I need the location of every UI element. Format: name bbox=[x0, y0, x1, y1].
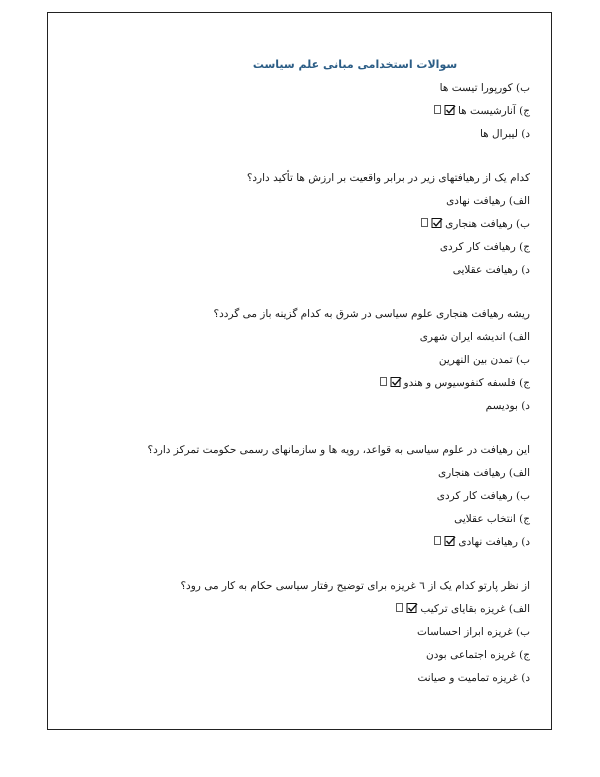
option-line bbox=[60, 123, 530, 146]
option-text: ب) رهیافت کار کردی bbox=[436, 489, 530, 502]
option-line bbox=[60, 326, 530, 349]
option-text: الف) اندیشه ایران شهری bbox=[419, 331, 530, 344]
option-line bbox=[60, 236, 530, 259]
question-text: کدام یک از رهیافتهای زیر در برابر واقعیت بر ارزش ها تأکید دارد؟ bbox=[246, 172, 530, 185]
question-block bbox=[60, 303, 530, 417]
option-text: د) بودیسم bbox=[485, 399, 530, 412]
option-text: ج) فلسفه کنفوسیوس و هندو bbox=[403, 376, 530, 389]
option-line bbox=[60, 259, 530, 282]
question-text: این رهیافت در علوم سیاسی به قواعد، رویه ها و سازمانهای رسمی حکومت تمرکز دارد؟ bbox=[147, 444, 530, 457]
option-text: ج) انتخاب عقلایی bbox=[454, 512, 530, 525]
option-line bbox=[60, 213, 530, 236]
option-line bbox=[60, 349, 530, 372]
answer-checkbox-icon bbox=[421, 218, 443, 228]
option-line bbox=[60, 372, 530, 395]
option-line bbox=[60, 667, 530, 690]
question-text: ریشه رهیافت هنجاری علوم سیاسی در شرق به کدام گزینه باز می گردد؟ bbox=[213, 308, 530, 321]
answer-checkbox-icon bbox=[380, 377, 402, 387]
option-line bbox=[60, 190, 530, 213]
document-title: سوالات استخدامی مبانی علم سیاست bbox=[252, 58, 458, 71]
option-line bbox=[60, 598, 530, 621]
option-text: ج) غریزه اجتماعی بودن bbox=[426, 648, 530, 661]
option-line bbox=[60, 462, 530, 485]
leading-options bbox=[60, 77, 530, 145]
option-text: ب) تمدن بین النهرین bbox=[438, 353, 530, 366]
question-block bbox=[60, 439, 530, 553]
option-line bbox=[60, 100, 530, 123]
option-line bbox=[60, 644, 530, 667]
option-text: د) رهیافت عقلایی bbox=[452, 263, 530, 276]
option-text: الف) رهیافت هنجاری bbox=[437, 467, 530, 480]
option-text: د) رهیافت نهادی bbox=[458, 535, 530, 548]
option-line bbox=[60, 531, 530, 554]
option-text: ب) غریزه ابراز احساسات bbox=[417, 625, 530, 638]
option-line bbox=[60, 621, 530, 644]
document-body bbox=[60, 58, 530, 689]
option-text: ب) رهیافت هنجاری bbox=[445, 217, 530, 230]
option-text: ج) رهیافت کار کردی bbox=[439, 240, 530, 253]
answer-checkbox-icon bbox=[434, 536, 456, 546]
option-text: الف) رهیافت نهادی bbox=[446, 195, 530, 208]
option-line bbox=[60, 485, 530, 508]
option-text: الف) غریزه بقایای ترکیب bbox=[420, 603, 530, 616]
option-text: ج) آنارشیست ها bbox=[457, 104, 530, 117]
question-block bbox=[60, 167, 530, 281]
answer-checkbox-icon bbox=[396, 603, 418, 613]
option-text: ب) کورپورا تیست ها bbox=[439, 82, 530, 94]
option-line bbox=[60, 508, 530, 531]
question-text: از نظر پارتو کدام یک از ٦ غریزه برای توضیح رفتار سیاسی حکام به کار می رود؟ bbox=[180, 580, 530, 593]
option-text: د) لیبرال ها bbox=[479, 127, 530, 140]
option-line bbox=[60, 395, 530, 418]
option-text: د) غریزه تمامیت و صیانت bbox=[417, 671, 530, 684]
question-block bbox=[60, 575, 530, 689]
answer-checkbox-icon bbox=[434, 105, 456, 115]
option-line bbox=[60, 77, 530, 100]
